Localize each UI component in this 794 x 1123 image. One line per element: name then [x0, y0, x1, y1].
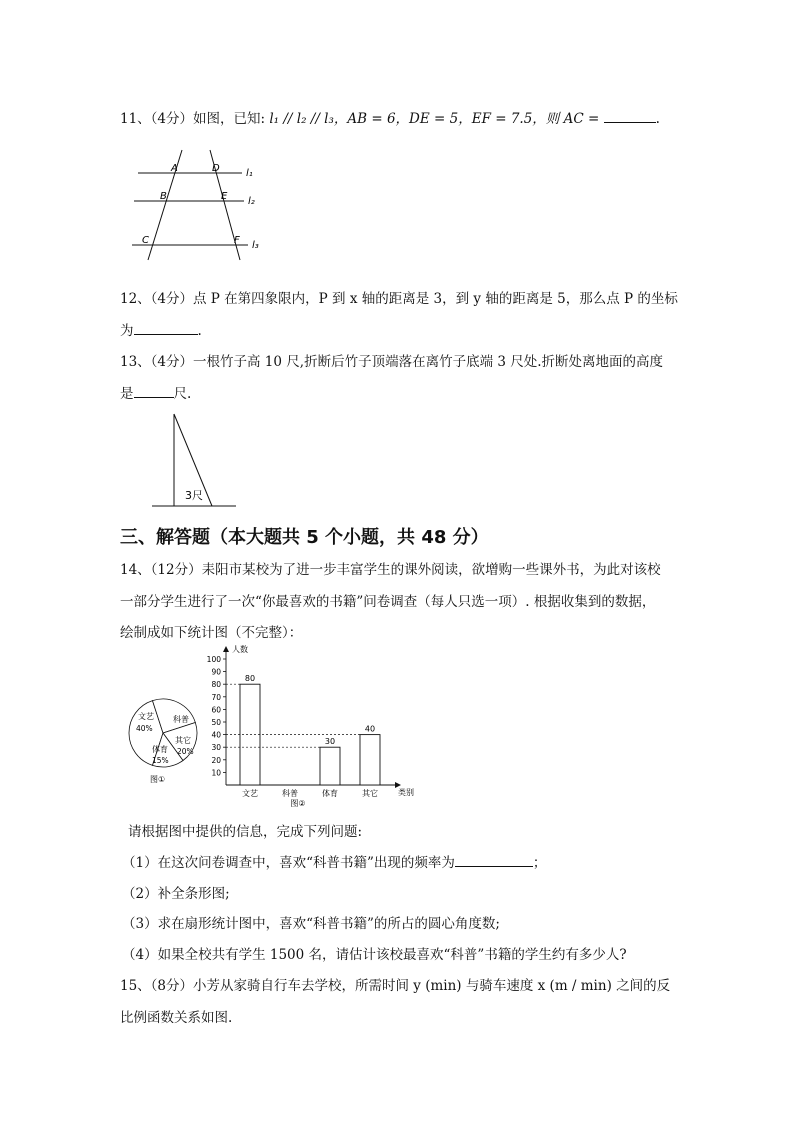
q14-sub1-prefix: （1）在这次问卷调查中，喜欢“科普书籍”出现的频率为	[122, 855, 455, 871]
q12-suffix: .	[197, 323, 202, 339]
q13-answer-blank[interactable]	[134, 384, 174, 398]
q12-line1: 12、（4分）点 P 在第四象限内，P 到 x 轴的距离是 3，到 y 轴的距离是 5，那么点 P 的坐标	[120, 291, 678, 307]
pie-label-tiyu: 体育	[152, 745, 168, 754]
y-tick-label: 70	[211, 692, 221, 702]
q12-line2	[120, 321, 202, 340]
label-C: C	[142, 235, 149, 246]
y-tick-label: 100	[206, 655, 221, 664]
q15-line2: 比例函数关系如图.	[120, 1010, 233, 1026]
q14-sub1-suffix: ；	[532, 855, 547, 871]
q14-line3: 绘制成如下统计图（不完整）：	[120, 625, 303, 641]
y-tick-label: 80	[211, 680, 221, 690]
q13-figure	[150, 410, 240, 510]
y-tick-label: 10	[211, 768, 221, 778]
bar-value-label: 80	[244, 674, 256, 684]
bar-value-label: 40	[364, 724, 376, 734]
q14-line2: 一部分学生进行了一次“你最喜欢的书籍”问卷调查（每人只选一项）. 根据收集到的数据，	[120, 594, 656, 610]
q11-figure	[130, 148, 270, 263]
category-label: 其它	[362, 789, 378, 798]
y-tick-label: 30	[211, 743, 221, 753]
bar-value-label: 30	[324, 737, 336, 747]
q13-line2	[120, 384, 191, 403]
q14-sub4: （4）如果全校共有学生 1500 名，请估计该校最喜欢“科普”书籍的学生约有多少人?	[122, 947, 627, 963]
q12-answer-blank[interactable]	[134, 321, 198, 335]
q13-line1: 13、（4分）一根竹子高 10 尺,折断后竹子顶端落在离竹子底端 3 尺处.折断处离地面的高度	[120, 354, 664, 370]
y-axis-label: 人数	[232, 645, 248, 654]
pie-label-wenyi: 文艺	[138, 712, 154, 721]
pie-label-qita: 其它	[175, 736, 191, 745]
q14-sub2: （2）补全条形图;	[122, 886, 230, 902]
q13-prefix: 是	[120, 386, 134, 402]
y-tick-label: 90	[211, 667, 221, 677]
category-label: 体育	[322, 789, 338, 798]
q14-line1: 14、（12分）耒阳市某校为了进一步丰富学生的课外阅读，欲增购一些课外书，为此对该校	[120, 562, 661, 578]
label-l3: l₃	[252, 240, 259, 251]
label-l1: l₁	[246, 168, 253, 179]
q12-prefix: 为	[120, 323, 134, 339]
y-axis-arrow	[223, 646, 229, 652]
bar-2	[320, 747, 340, 785]
category-label: 科普	[282, 789, 298, 798]
label-A: A	[171, 163, 178, 174]
pie-value-tiyu: 15%	[152, 756, 169, 765]
y-tick-label: 60	[211, 705, 221, 715]
q14-sub1-answer-blank[interactable]	[455, 853, 533, 867]
bar-3	[360, 735, 380, 785]
y-tick-label: 40	[211, 730, 221, 740]
q11-prefix: 11、（4分）如图，已知:	[120, 111, 270, 127]
pie-label-kepu: 科普	[173, 715, 189, 724]
q11-condition: l₁ // l₂ // l₃	[269, 111, 334, 127]
q14-sub3: （3）求在扇形统计图中，喜欢“科普书籍”的所占的圆心角度数;	[122, 916, 500, 932]
pie-value-wenyi: 40%	[136, 724, 153, 733]
label-E: E	[221, 191, 228, 202]
x-axis-label: 类别	[398, 788, 414, 797]
q11-text	[120, 109, 660, 128]
q15-line1: 15、（8分）小芳从家骑自行车去学校，所需时间 y (min) 与骑车速度 x (m / min) 之间的反	[120, 978, 671, 994]
section-3-title: 三、解答题（本大题共 5 个小题，共 48 分）	[120, 527, 489, 548]
q14-sub1	[122, 853, 546, 872]
q13-suffix: 尺.	[173, 386, 192, 402]
pie-chart	[118, 695, 208, 790]
category-label: 文艺	[242, 789, 258, 798]
label-F: F	[234, 235, 240, 246]
pie-title: 图①	[150, 775, 166, 784]
q11-suffix: .	[655, 111, 660, 127]
bar-chart-title: 图②	[290, 799, 306, 808]
bar-chart	[200, 645, 420, 810]
y-tick-label: 20	[211, 755, 221, 765]
label-B: B	[160, 191, 167, 202]
q14-instructions: 请根据图中提供的信息，完成下列问题:	[128, 824, 363, 840]
label-D: D	[212, 163, 220, 174]
y-tick-label: 50	[211, 718, 221, 727]
distance-label: 3尺	[185, 489, 203, 502]
label-l2: l₂	[248, 196, 255, 207]
q11-given: ，AB = 6，DE = 5，EF = 7.5，则 AC =	[333, 111, 604, 127]
q11-answer-blank[interactable]	[604, 109, 656, 123]
pie-value-qita: 20%	[177, 747, 194, 756]
